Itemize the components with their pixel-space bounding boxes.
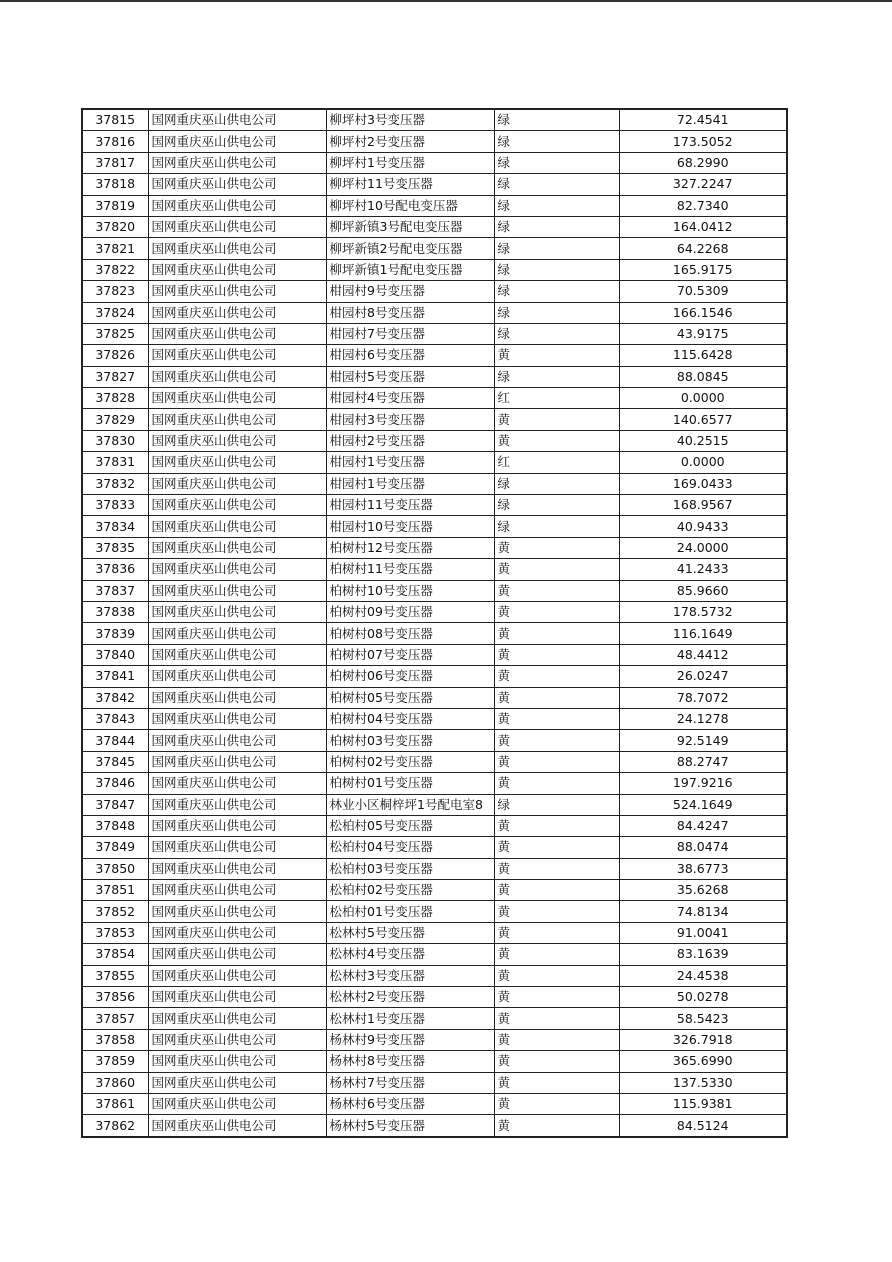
value-cell: 84.5124 <box>619 1115 787 1137</box>
transformer-name-cell: 柏树村05号变压器 <box>326 687 494 708</box>
row-id-cell: 37820 <box>82 216 148 237</box>
table-row <box>82 302 787 323</box>
table-row <box>82 388 787 409</box>
table-row <box>82 1029 787 1050</box>
status-cell: 红 <box>494 388 619 409</box>
table-row <box>82 1115 787 1137</box>
row-id-cell: 37844 <box>82 730 148 751</box>
company-cell: 国网重庆巫山供电公司 <box>148 837 326 858</box>
value-cell: 38.6773 <box>619 858 787 879</box>
value-cell: 84.4247 <box>619 815 787 836</box>
status-cell: 黄 <box>494 815 619 836</box>
table-row <box>82 922 787 943</box>
status-cell: 黄 <box>494 1072 619 1093</box>
value-cell: 24.0000 <box>619 537 787 558</box>
row-id-cell: 37827 <box>82 366 148 387</box>
company-cell: 国网重庆巫山供电公司 <box>148 644 326 665</box>
status-cell: 黄 <box>494 837 619 858</box>
transformer-data-table <box>81 108 788 1138</box>
table-row <box>82 216 787 237</box>
row-id-cell: 37861 <box>82 1093 148 1114</box>
row-id-cell: 37828 <box>82 388 148 409</box>
row-id-cell: 37819 <box>82 195 148 216</box>
table-row <box>82 708 787 729</box>
row-id-cell: 37824 <box>82 302 148 323</box>
company-cell: 国网重庆巫山供电公司 <box>148 1115 326 1137</box>
row-id-cell: 37822 <box>82 259 148 280</box>
row-id-cell: 37850 <box>82 858 148 879</box>
value-cell: 58.5423 <box>619 1008 787 1029</box>
status-cell: 绿 <box>494 131 619 152</box>
company-cell: 国网重庆巫山供电公司 <box>148 901 326 922</box>
transformer-name-cell: 柑园村11号变压器 <box>326 495 494 516</box>
company-cell: 国网重庆巫山供电公司 <box>148 815 326 836</box>
row-id-cell: 37839 <box>82 623 148 644</box>
company-cell: 国网重庆巫山供电公司 <box>148 1008 326 1029</box>
company-cell: 国网重庆巫山供电公司 <box>148 1029 326 1050</box>
value-cell: 78.7072 <box>619 687 787 708</box>
status-cell: 绿 <box>494 516 619 537</box>
table-row <box>82 987 787 1008</box>
value-cell: 68.2990 <box>619 152 787 173</box>
value-cell: 115.6428 <box>619 345 787 366</box>
row-id-cell: 37841 <box>82 666 148 687</box>
company-cell: 国网重庆巫山供电公司 <box>148 152 326 173</box>
status-cell: 绿 <box>494 366 619 387</box>
transformer-name-cell: 柳坪新镇2号配电变压器 <box>326 238 494 259</box>
transformer-name-cell: 松柏村01号变压器 <box>326 901 494 922</box>
table-row <box>82 473 787 494</box>
row-id-cell: 37838 <box>82 601 148 622</box>
company-cell: 国网重庆巫山供电公司 <box>148 366 326 387</box>
transformer-name-cell: 杨林村8号变压器 <box>326 1051 494 1072</box>
row-id-cell: 37857 <box>82 1008 148 1029</box>
row-id-cell: 37834 <box>82 516 148 537</box>
transformer-name-cell: 柏树村12号变压器 <box>326 537 494 558</box>
row-id-cell: 37837 <box>82 580 148 601</box>
status-cell: 黄 <box>494 922 619 943</box>
transformer-name-cell: 柏树村02号变压器 <box>326 751 494 772</box>
status-cell: 黄 <box>494 708 619 729</box>
transformer-name-cell: 松柏村02号变压器 <box>326 880 494 901</box>
transformer-name-cell: 柑园村1号变压器 <box>326 473 494 494</box>
status-cell: 黄 <box>494 409 619 430</box>
company-cell: 国网重庆巫山供电公司 <box>148 687 326 708</box>
transformer-name-cell: 柑园村7号变压器 <box>326 323 494 344</box>
company-cell: 国网重庆巫山供电公司 <box>148 302 326 323</box>
table-row <box>82 794 787 815</box>
row-id-cell: 37858 <box>82 1029 148 1050</box>
row-id-cell: 37830 <box>82 430 148 451</box>
value-cell: 74.8134 <box>619 901 787 922</box>
transformer-name-cell: 柏树村03号变压器 <box>326 730 494 751</box>
transformer-name-cell: 柑园村5号变压器 <box>326 366 494 387</box>
table-row <box>82 901 787 922</box>
table-row <box>82 495 787 516</box>
company-cell: 国网重庆巫山供电公司 <box>148 580 326 601</box>
transformer-name-cell: 柑园村3号变压器 <box>326 409 494 430</box>
status-cell: 黄 <box>494 1115 619 1137</box>
row-id-cell: 37848 <box>82 815 148 836</box>
row-id-cell: 37862 <box>82 1115 148 1137</box>
company-cell: 国网重庆巫山供电公司 <box>148 345 326 366</box>
status-cell: 绿 <box>494 794 619 815</box>
row-id-cell: 37825 <box>82 323 148 344</box>
row-id-cell: 37842 <box>82 687 148 708</box>
table-row <box>82 751 787 772</box>
table-row <box>82 1093 787 1114</box>
value-cell: 115.9381 <box>619 1093 787 1114</box>
transformer-name-cell: 松柏村04号变压器 <box>326 837 494 858</box>
transformer-name-cell: 柳坪村3号变压器 <box>326 109 494 131</box>
company-cell: 国网重庆巫山供电公司 <box>148 174 326 195</box>
status-cell: 绿 <box>494 281 619 302</box>
row-id-cell: 37816 <box>82 131 148 152</box>
status-cell: 黄 <box>494 965 619 986</box>
transformer-name-cell: 松林村1号变压器 <box>326 1008 494 1029</box>
status-cell: 黄 <box>494 901 619 922</box>
status-cell: 黄 <box>494 730 619 751</box>
value-cell: 0.0000 <box>619 452 787 473</box>
table-row <box>82 601 787 622</box>
value-cell: 169.0433 <box>619 473 787 494</box>
transformer-name-cell: 柑园村9号变压器 <box>326 281 494 302</box>
status-cell: 黄 <box>494 987 619 1008</box>
transformer-name-cell: 柑园村6号变压器 <box>326 345 494 366</box>
transformer-name-cell: 柳坪村11号变压器 <box>326 174 494 195</box>
value-cell: 327.2247 <box>619 174 787 195</box>
status-cell: 黄 <box>494 559 619 580</box>
company-cell: 国网重庆巫山供电公司 <box>148 944 326 965</box>
value-cell: 26.0247 <box>619 666 787 687</box>
company-cell: 国网重庆巫山供电公司 <box>148 965 326 986</box>
transformer-name-cell: 杨林村9号变压器 <box>326 1029 494 1050</box>
company-cell: 国网重庆巫山供电公司 <box>148 1072 326 1093</box>
value-cell: 83.1639 <box>619 944 787 965</box>
table-row <box>82 730 787 751</box>
company-cell: 国网重庆巫山供电公司 <box>148 537 326 558</box>
table-row <box>82 152 787 173</box>
table-row <box>82 623 787 644</box>
transformer-name-cell: 柏树村04号变压器 <box>326 708 494 729</box>
company-cell: 国网重庆巫山供电公司 <box>148 473 326 494</box>
value-cell: 35.6268 <box>619 880 787 901</box>
value-cell: 365.6990 <box>619 1051 787 1072</box>
company-cell: 国网重庆巫山供电公司 <box>148 751 326 772</box>
value-cell: 116.1649 <box>619 623 787 644</box>
status-cell: 绿 <box>494 216 619 237</box>
transformer-name-cell: 柏树村10号变压器 <box>326 580 494 601</box>
table-row <box>82 666 787 687</box>
status-cell: 绿 <box>494 152 619 173</box>
row-id-cell: 37854 <box>82 944 148 965</box>
transformer-name-cell: 杨林村7号变压器 <box>326 1072 494 1093</box>
table-row <box>82 537 787 558</box>
status-cell: 黄 <box>494 858 619 879</box>
status-cell: 绿 <box>494 174 619 195</box>
value-cell: 85.9660 <box>619 580 787 601</box>
table-row <box>82 409 787 430</box>
table-row <box>82 516 787 537</box>
table-row <box>82 452 787 473</box>
transformer-name-cell: 柑园村1号变压器 <box>326 452 494 473</box>
company-cell: 国网重庆巫山供电公司 <box>148 195 326 216</box>
company-cell: 国网重庆巫山供电公司 <box>148 281 326 302</box>
transformer-name-cell: 柑园村10号变压器 <box>326 516 494 537</box>
row-id-cell: 37846 <box>82 773 148 794</box>
company-cell: 国网重庆巫山供电公司 <box>148 623 326 644</box>
row-id-cell: 37823 <box>82 281 148 302</box>
company-cell: 国网重庆巫山供电公司 <box>148 323 326 344</box>
table-body <box>82 109 787 1137</box>
company-cell: 国网重庆巫山供电公司 <box>148 708 326 729</box>
table-row <box>82 965 787 986</box>
transformer-name-cell: 柳坪村10号配电变压器 <box>326 195 494 216</box>
value-cell: 173.5052 <box>619 131 787 152</box>
company-cell: 国网重庆巫山供电公司 <box>148 773 326 794</box>
value-cell: 137.5330 <box>619 1072 787 1093</box>
status-cell: 绿 <box>494 238 619 259</box>
table-row <box>82 644 787 665</box>
table-row <box>82 238 787 259</box>
status-cell: 黄 <box>494 773 619 794</box>
value-cell: 72.4541 <box>619 109 787 131</box>
status-cell: 绿 <box>494 259 619 280</box>
company-cell: 国网重庆巫山供电公司 <box>148 388 326 409</box>
page-top-border <box>0 0 892 2</box>
company-cell: 国网重庆巫山供电公司 <box>148 452 326 473</box>
transformer-name-cell: 杨林村6号变压器 <box>326 1093 494 1114</box>
company-cell: 国网重庆巫山供电公司 <box>148 601 326 622</box>
row-id-cell: 37856 <box>82 987 148 1008</box>
transformer-name-cell: 柏树村08号变压器 <box>326 623 494 644</box>
transformer-name-cell: 柏树村01号变压器 <box>326 773 494 794</box>
row-id-cell: 37831 <box>82 452 148 473</box>
table-row <box>82 174 787 195</box>
value-cell: 64.2268 <box>619 238 787 259</box>
transformer-name-cell: 松林村3号变压器 <box>326 965 494 986</box>
status-cell: 黄 <box>494 880 619 901</box>
table-row <box>82 323 787 344</box>
value-cell: 41.2433 <box>619 559 787 580</box>
value-cell: 524.1649 <box>619 794 787 815</box>
row-id-cell: 37843 <box>82 708 148 729</box>
status-cell: 黄 <box>494 644 619 665</box>
value-cell: 50.0278 <box>619 987 787 1008</box>
value-cell: 0.0000 <box>619 388 787 409</box>
status-cell: 黄 <box>494 601 619 622</box>
table-row <box>82 687 787 708</box>
table-row <box>82 1051 787 1072</box>
table-row <box>82 858 787 879</box>
value-cell: 88.2747 <box>619 751 787 772</box>
row-id-cell: 37851 <box>82 880 148 901</box>
value-cell: 40.2515 <box>619 430 787 451</box>
transformer-name-cell: 柏树村07号变压器 <box>326 644 494 665</box>
company-cell: 国网重庆巫山供电公司 <box>148 666 326 687</box>
table-row <box>82 195 787 216</box>
transformer-name-cell: 松林村5号变压器 <box>326 922 494 943</box>
table-row <box>82 430 787 451</box>
value-cell: 166.1546 <box>619 302 787 323</box>
status-cell: 黄 <box>494 687 619 708</box>
row-id-cell: 37833 <box>82 495 148 516</box>
value-cell: 88.0474 <box>619 837 787 858</box>
transformer-name-cell: 林业小区桐梓坪1号配电室8 <box>326 794 494 815</box>
value-cell: 91.0041 <box>619 922 787 943</box>
transformer-name-cell: 松柏村05号变压器 <box>326 815 494 836</box>
table-row <box>82 366 787 387</box>
table-row <box>82 131 787 152</box>
status-cell: 黄 <box>494 1029 619 1050</box>
status-cell: 黄 <box>494 666 619 687</box>
company-cell: 国网重庆巫山供电公司 <box>148 238 326 259</box>
table-row <box>82 773 787 794</box>
company-cell: 国网重庆巫山供电公司 <box>148 495 326 516</box>
row-id-cell: 37835 <box>82 537 148 558</box>
row-id-cell: 37860 <box>82 1072 148 1093</box>
value-cell: 43.9175 <box>619 323 787 344</box>
transformer-name-cell: 松柏村03号变压器 <box>326 858 494 879</box>
row-id-cell: 37845 <box>82 751 148 772</box>
table-row <box>82 944 787 965</box>
value-cell: 165.9175 <box>619 259 787 280</box>
table-row <box>82 259 787 280</box>
transformer-name-cell: 柳坪村1号变压器 <box>326 152 494 173</box>
transformer-name-cell: 柑园村4号变压器 <box>326 388 494 409</box>
transformer-name-cell: 柳坪新镇3号配电变压器 <box>326 216 494 237</box>
value-cell: 40.9433 <box>619 516 787 537</box>
status-cell: 红 <box>494 452 619 473</box>
status-cell: 绿 <box>494 495 619 516</box>
transformer-name-cell: 柳坪新镇1号配电变压器 <box>326 259 494 280</box>
table-row <box>82 837 787 858</box>
table-row <box>82 580 787 601</box>
row-id-cell: 37818 <box>82 174 148 195</box>
row-id-cell: 37853 <box>82 922 148 943</box>
transformer-name-cell: 松林村2号变压器 <box>326 987 494 1008</box>
status-cell: 绿 <box>494 302 619 323</box>
status-cell: 黄 <box>494 751 619 772</box>
table-row <box>82 345 787 366</box>
row-id-cell: 37817 <box>82 152 148 173</box>
value-cell: 164.0412 <box>619 216 787 237</box>
row-id-cell: 37855 <box>82 965 148 986</box>
value-cell: 140.6577 <box>619 409 787 430</box>
row-id-cell: 37832 <box>82 473 148 494</box>
table-row <box>82 559 787 580</box>
company-cell: 国网重庆巫山供电公司 <box>148 730 326 751</box>
company-cell: 国网重庆巫山供电公司 <box>148 259 326 280</box>
value-cell: 197.9216 <box>619 773 787 794</box>
transformer-name-cell: 松林村4号变压器 <box>326 944 494 965</box>
row-id-cell: 37859 <box>82 1051 148 1072</box>
status-cell: 绿 <box>494 109 619 131</box>
status-cell: 黄 <box>494 944 619 965</box>
value-cell: 24.1278 <box>619 708 787 729</box>
status-cell: 黄 <box>494 1008 619 1029</box>
company-cell: 国网重庆巫山供电公司 <box>148 1051 326 1072</box>
row-id-cell: 37826 <box>82 345 148 366</box>
status-cell: 绿 <box>494 323 619 344</box>
status-cell: 黄 <box>494 430 619 451</box>
value-cell: 24.4538 <box>619 965 787 986</box>
transformer-name-cell: 柏树村09号变压器 <box>326 601 494 622</box>
row-id-cell: 37847 <box>82 794 148 815</box>
row-id-cell: 37836 <box>82 559 148 580</box>
company-cell: 国网重庆巫山供电公司 <box>148 430 326 451</box>
row-id-cell: 37849 <box>82 837 148 858</box>
row-id-cell: 37821 <box>82 238 148 259</box>
transformer-name-cell: 柏树村06号变压器 <box>326 666 494 687</box>
company-cell: 国网重庆巫山供电公司 <box>148 987 326 1008</box>
company-cell: 国网重庆巫山供电公司 <box>148 880 326 901</box>
transformer-name-cell: 杨林村5号变压器 <box>326 1115 494 1137</box>
company-cell: 国网重庆巫山供电公司 <box>148 858 326 879</box>
status-cell: 黄 <box>494 345 619 366</box>
company-cell: 国网重庆巫山供电公司 <box>148 409 326 430</box>
status-cell: 绿 <box>494 473 619 494</box>
company-cell: 国网重庆巫山供电公司 <box>148 131 326 152</box>
company-cell: 国网重庆巫山供电公司 <box>148 922 326 943</box>
status-cell: 黄 <box>494 537 619 558</box>
status-cell: 绿 <box>494 195 619 216</box>
company-cell: 国网重庆巫山供电公司 <box>148 216 326 237</box>
table-row <box>82 1008 787 1029</box>
row-id-cell: 37852 <box>82 901 148 922</box>
table-row <box>82 281 787 302</box>
row-id-cell: 37815 <box>82 109 148 131</box>
status-cell: 黄 <box>494 1093 619 1114</box>
table-row <box>82 1072 787 1093</box>
status-cell: 黄 <box>494 1051 619 1072</box>
value-cell: 92.5149 <box>619 730 787 751</box>
value-cell: 88.0845 <box>619 366 787 387</box>
row-id-cell: 37840 <box>82 644 148 665</box>
value-cell: 178.5732 <box>619 601 787 622</box>
status-cell: 黄 <box>494 623 619 644</box>
transformer-name-cell: 柳坪村2号变压器 <box>326 131 494 152</box>
value-cell: 70.5309 <box>619 281 787 302</box>
value-cell: 326.7918 <box>619 1029 787 1050</box>
table-row <box>82 880 787 901</box>
company-cell: 国网重庆巫山供电公司 <box>148 794 326 815</box>
company-cell: 国网重庆巫山供电公司 <box>148 109 326 131</box>
transformer-name-cell: 柑园村2号变压器 <box>326 430 494 451</box>
transformer-name-cell: 柑园村8号变压器 <box>326 302 494 323</box>
table-row <box>82 815 787 836</box>
value-cell: 82.7340 <box>619 195 787 216</box>
transformer-name-cell: 柏树村11号变压器 <box>326 559 494 580</box>
table-row <box>82 109 787 131</box>
value-cell: 48.4412 <box>619 644 787 665</box>
company-cell: 国网重庆巫山供电公司 <box>148 1093 326 1114</box>
value-cell: 168.9567 <box>619 495 787 516</box>
status-cell: 黄 <box>494 580 619 601</box>
row-id-cell: 37829 <box>82 409 148 430</box>
company-cell: 国网重庆巫山供电公司 <box>148 559 326 580</box>
company-cell: 国网重庆巫山供电公司 <box>148 516 326 537</box>
